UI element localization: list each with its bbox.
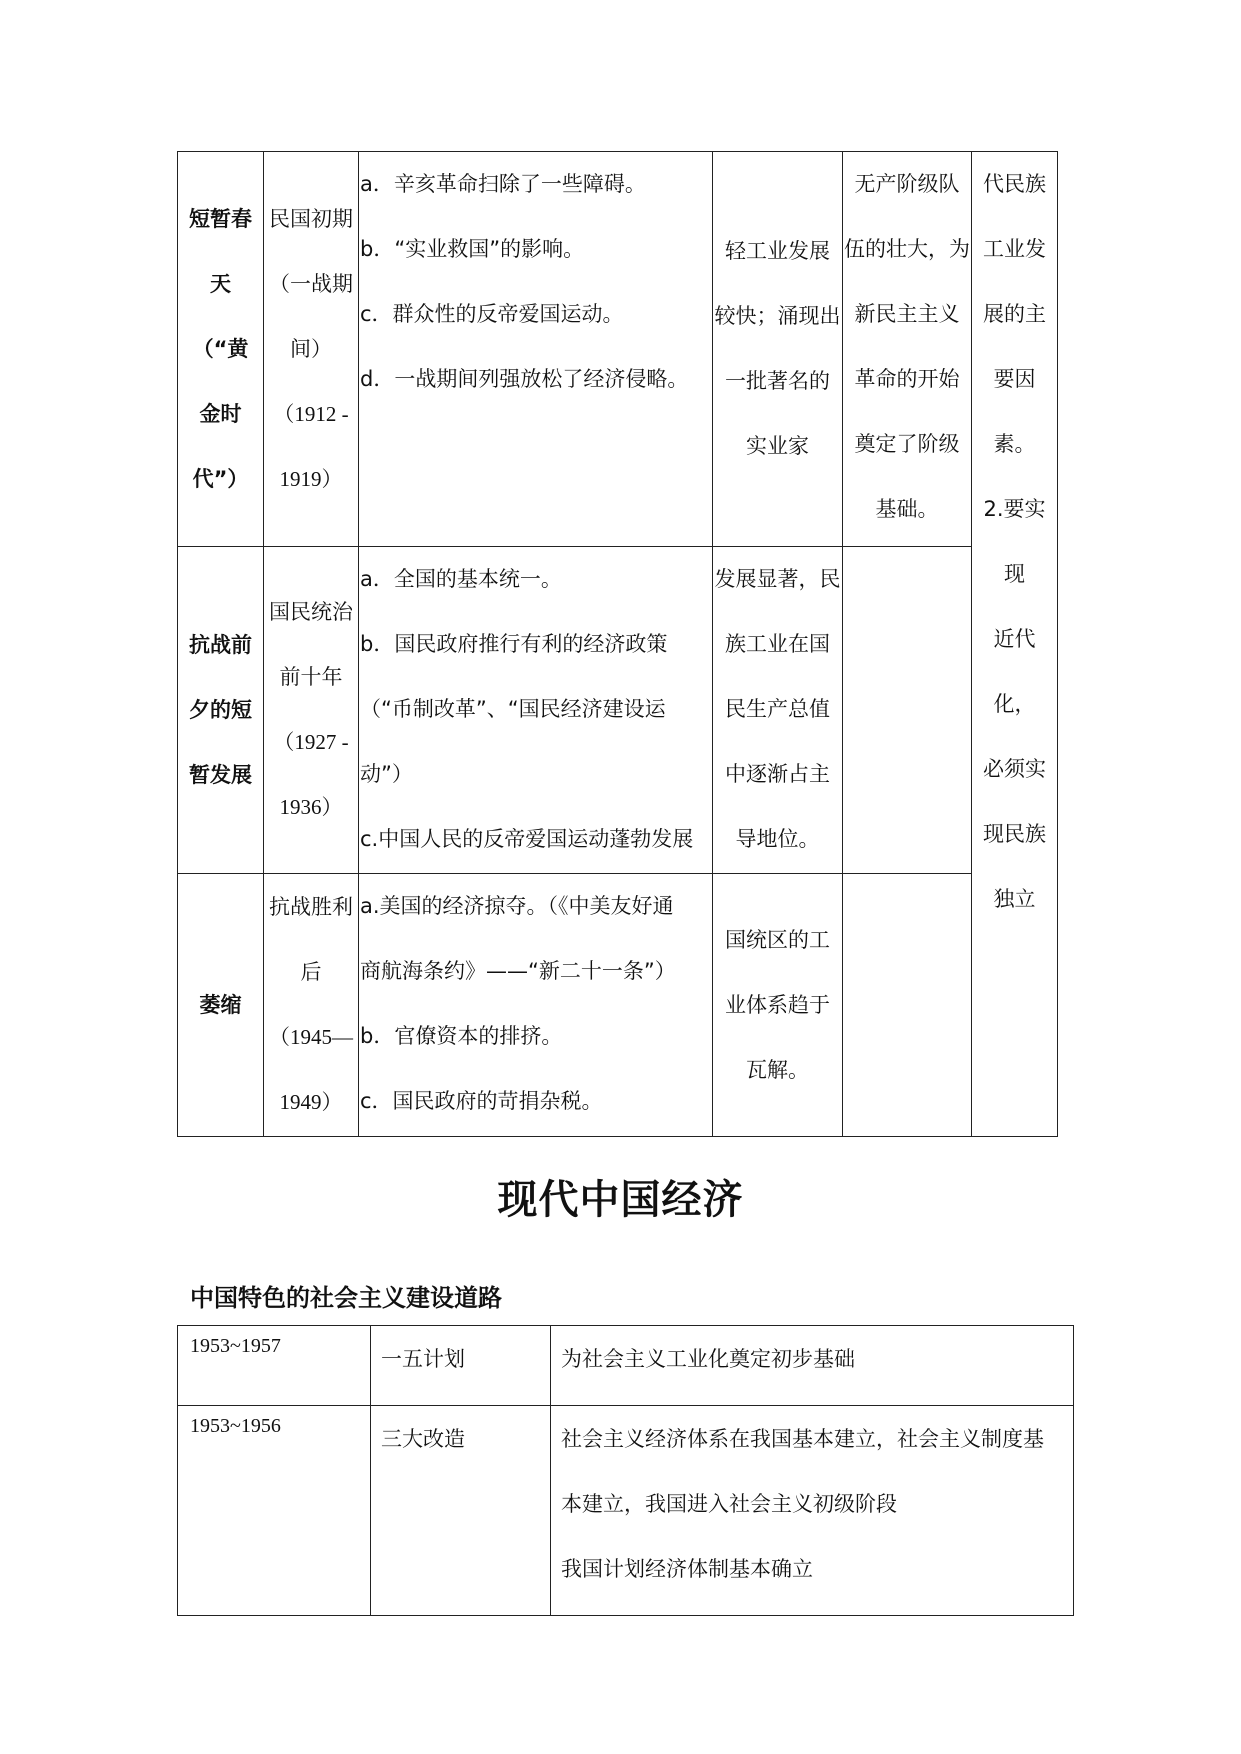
page-title: 现代中国经济 [497, 1177, 744, 1223]
performance-cell: 国统区的工 业体系趋于 瓦解。 [713, 874, 843, 1137]
table-row [178, 1406, 1074, 1616]
time-cell: 国民统治 前十年 （1927 - 1936） [264, 547, 359, 874]
table-row [178, 874, 1058, 1137]
section-heading: 中国特色的社会主义建设道路 [190, 1284, 502, 1312]
meaning-cell: 无产阶级队 伍的壮大，为 新民主主义 革命的开始 奠定了阶级 基础。 [843, 152, 972, 547]
significance-cell: 为社会主义工业化奠定初步基础 [551, 1326, 1074, 1406]
performance-cell: 发展显著，民 族工业在国 民生产总值 中逐渐占主 导地位。 [713, 547, 843, 874]
years-cell: 1953~1957 [178, 1326, 371, 1406]
table-row [178, 152, 1058, 547]
factors-cell: a．全国的基本统一。 b．国民政府推行有利的经济政策 （“币制改革”、“国民经济建设运 动”） c.中国人民的反帝爱国运动蓬勃发展 [359, 547, 713, 874]
period-cell: 短暂春 天 （“黄 金时 代”） [178, 152, 264, 547]
summary-cell: 代民族 工业发 展的主 要因素。 2.要实现 近代化， 必须实 现民族 独立 [972, 152, 1058, 1137]
time-cell: 民国初期 （一战期 间） （1912 - 1919） [264, 152, 359, 547]
table-row [178, 547, 1058, 874]
factors-cell: a.美国的经济掠夺。（《中美友好通 商航海条约》——“新二十一条”） b．官僚资本的排挤。 c．国民政府的苛捐杂税。 [359, 874, 713, 1137]
years-cell: 1953~1956 [178, 1406, 371, 1616]
significance-cell: 社会主义经济体系在我国基本建立，社会主义制度基 本建立，我国进入社会主义初级阶段 我国计划经济体制基本确立 [551, 1406, 1074, 1616]
factors-cell: a．辛亥革命扫除了一些障碍。 b．“实业救国”的影响。 c．群众性的反帝爱国运动。 d．一战期间列强放松了经济侵略。 [359, 152, 713, 547]
performance-cell: 轻工业发展 较快；涌现出 一批著名的 实业家 [713, 152, 843, 547]
period-cell: 萎缩 [178, 874, 264, 1137]
period-cell: 抗战前 夕的短 暂发展 [178, 547, 264, 874]
socialist-construction-table [177, 1325, 1074, 1616]
plan-cell: 三大改造 [371, 1406, 551, 1616]
table-row [178, 1326, 1074, 1406]
meaning-cell [843, 547, 972, 874]
meaning-cell [843, 874, 972, 1137]
modern-industry-table [177, 151, 1058, 1137]
time-cell: 抗战胜利 后 （1945— 1949） [264, 874, 359, 1137]
plan-cell: 一五计划 [371, 1326, 551, 1406]
